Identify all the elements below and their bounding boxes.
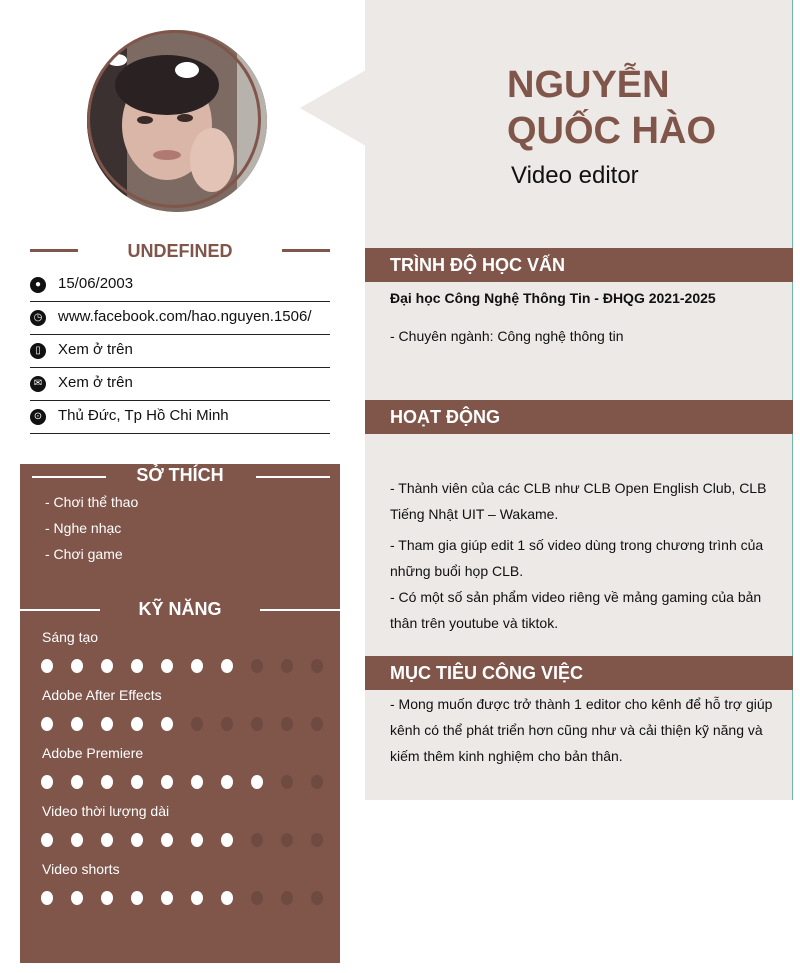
- skill-label: Video shorts: [42, 861, 120, 877]
- activity-item: - Thành viên của các CLB như CLB Open English Club, CLB Tiếng Nhật UIT – Wakame.: [390, 480, 767, 522]
- skill-dot-empty: [311, 659, 323, 673]
- skill-dot-filled: [131, 891, 143, 905]
- education-header: [365, 248, 793, 282]
- skill-dot-filled: [71, 717, 83, 731]
- job-title: Video editor: [511, 162, 639, 189]
- activities-title: HOẠT ĐỘNG: [390, 407, 500, 427]
- skill-dot-filled: [191, 775, 203, 789]
- education-title: TRÌNH ĐỘ HỌC VẤN: [390, 255, 565, 275]
- skill-dot-filled: [161, 891, 173, 905]
- skill-dot-filled: [191, 833, 203, 847]
- skill-dot-filled: [71, 833, 83, 847]
- skills-title-line-right: [260, 609, 340, 611]
- mail-icon: ✉: [30, 376, 46, 392]
- education-school: Đại học Công Nghệ Thông Tin - ĐHQG 2021-2025: [390, 290, 716, 306]
- address-text: Thủ Đức, Tp Hồ Chi Minh: [58, 407, 229, 424]
- skill-dot-empty: [281, 833, 293, 847]
- full-name: [507, 62, 716, 154]
- skill-dot-filled: [71, 659, 83, 673]
- birthday-text: 15/06/2003: [58, 275, 134, 292]
- skill-label: Sáng tạo: [42, 629, 99, 645]
- info-section-title: UNDEFINED: [127, 241, 233, 261]
- skill-dot-filled: [71, 775, 83, 789]
- info-row-email: [30, 368, 330, 401]
- clock-icon: ◷: [30, 310, 46, 326]
- skill-dot-filled: [71, 891, 83, 905]
- skill-dot-filled: [191, 891, 203, 905]
- skill-dot-empty: [281, 775, 293, 789]
- avatar-photo: [87, 30, 267, 212]
- skill-dot-filled: [221, 659, 233, 673]
- skill-dot-empty: [281, 717, 293, 731]
- info-row-website: [30, 302, 330, 335]
- hobby-item: - Nghe nhạc: [45, 520, 122, 536]
- skill-dot-filled: [191, 659, 203, 673]
- skill-dot-filled: [101, 775, 113, 789]
- skill-dot-filled: [101, 659, 113, 673]
- skill-dot-filled: [41, 659, 53, 673]
- skill-dot-filled: [131, 833, 143, 847]
- hobby-item: - Chơi thể thao: [45, 494, 139, 510]
- skill-dot-filled: [131, 659, 143, 673]
- skill-dot-filled: [161, 717, 173, 731]
- hobbies-title-line-right: [256, 476, 330, 478]
- info-row-address: [30, 401, 330, 434]
- skill-dot-filled: [101, 833, 113, 847]
- name-pointer: [300, 70, 366, 146]
- info-row-birthday: [30, 269, 330, 302]
- activity-item: - Tham gia giúp edit 1 số video dùng trong chương trình của những buổi họp CLB.: [390, 537, 764, 579]
- skills-title: KỸ NĂNG: [138, 599, 222, 619]
- skill-dot-filled: [101, 717, 113, 731]
- skill-label: Video thời lượng dài: [42, 803, 170, 819]
- skill-label: Adobe Premiere: [42, 745, 144, 761]
- skill-dot-filled: [101, 891, 113, 905]
- skill-dot-empty: [251, 717, 263, 731]
- skill-dot-empty: [191, 717, 203, 731]
- name-line-1: NGUYỄN: [507, 64, 670, 106]
- skill-dot-filled: [41, 833, 53, 847]
- skill-dot-empty: [251, 659, 263, 673]
- info-title-line-left: [30, 249, 78, 252]
- skill-dot-empty: [311, 891, 323, 905]
- phone-icon: ▯: [30, 343, 46, 359]
- skill-dot-empty: [311, 775, 323, 789]
- skill-dot-filled: [161, 775, 173, 789]
- skill-dot-empty: [311, 833, 323, 847]
- skill-dot-empty: [251, 891, 263, 905]
- skill-dot-filled: [251, 775, 263, 789]
- skill-dot-empty: [251, 833, 263, 847]
- location-icon: ⊙: [30, 409, 46, 425]
- skill-dot-filled: [131, 775, 143, 789]
- skill-dot-filled: [221, 891, 233, 905]
- info-title-line-right: [282, 249, 330, 252]
- skill-dot-filled: [221, 833, 233, 847]
- name-line-2: QUỐC HÀO: [507, 110, 716, 152]
- skill-dot-filled: [41, 775, 53, 789]
- phone-text: Xem ở trên: [58, 341, 133, 358]
- hobby-item: - Chơi game: [45, 546, 123, 562]
- objective-title: MỤC TIÊU CÔNG VIỆC: [390, 663, 584, 683]
- skill-dot-empty: [281, 659, 293, 673]
- skill-dot-filled: [161, 833, 173, 847]
- hobbies-skills-box: [20, 464, 340, 963]
- hobbies-title: SỞ THÍCH: [136, 465, 224, 485]
- hobbies-title-line-left: [32, 476, 106, 478]
- person-icon: ●: [30, 277, 46, 293]
- education-major: - Chuyên ngành: Công nghệ thông tin: [390, 328, 624, 344]
- avatar: [87, 30, 267, 212]
- skill-dot-filled: [221, 775, 233, 789]
- skills-title-line-left: [20, 609, 100, 611]
- objective-header: [365, 656, 793, 690]
- skill-label: Adobe After Effects: [42, 687, 162, 703]
- skill-dot-filled: [131, 717, 143, 731]
- activity-item: - Có một số sản phẩm video riêng về mảng gaming của bản thân trên youtube và tiktok.: [390, 589, 762, 631]
- website-text[interactable]: www.facebook.com/hao.nguyen.1506/: [58, 308, 312, 325]
- skill-dot-empty: [311, 717, 323, 731]
- skill-dot-filled: [41, 717, 53, 731]
- skill-dot-empty: [281, 891, 293, 905]
- email-text: Xem ở trên: [58, 374, 133, 391]
- objective-text: - Mong muốn được trở thành 1 editor cho kênh để hỗ trợ giúp kênh có thể phát triển hơn cũng như và cải thiện kỹ năng và kiếm thêm kinh nghiệm cho bản thân.: [390, 696, 773, 764]
- skill-dot-empty: [221, 717, 233, 731]
- activities-header: [365, 400, 793, 434]
- skill-dot-filled: [41, 891, 53, 905]
- skill-dot-filled: [161, 659, 173, 673]
- info-row-phone: [30, 335, 330, 368]
